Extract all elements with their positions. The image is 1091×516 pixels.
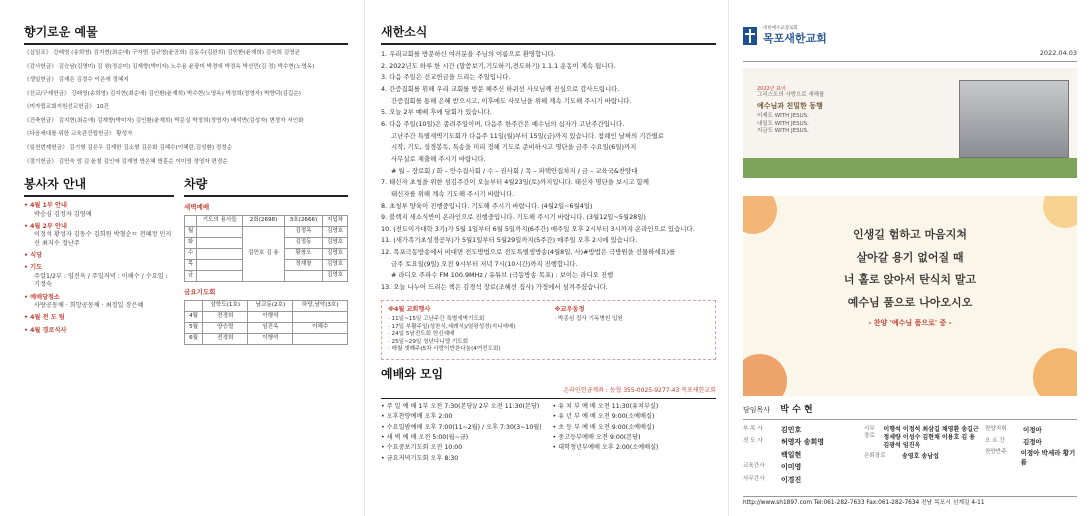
worship-item: • 수요일밤예배 오후 7:00(11~2월) / 오후 7:30(3~10월) <box>381 423 542 431</box>
worship-item: • 유 년 부 예 배 오전 9:00(소예배실) <box>552 413 655 421</box>
table-cell <box>197 249 243 260</box>
table-cell: 전경희 <box>203 311 248 322</box>
table-cell: 월 <box>185 227 197 238</box>
offerings-title: 향기로운 예물 <box>24 24 348 45</box>
table-header: 3호(2666) <box>284 216 322 227</box>
volunteer-heading: • 4월 1부 안내 <box>24 202 67 210</box>
member-news <box>555 306 710 354</box>
table-cell: 이해수 <box>293 322 348 333</box>
friday-title: 금요기도회 <box>184 288 216 297</box>
offering-entry: 《미자립교회지원선교헌금》 10건 <box>24 104 109 111</box>
table-cell: 황창오 <box>284 249 322 260</box>
staff-name: 허영자 송희영 <box>781 438 825 447</box>
volunteer-list <box>24 202 174 335</box>
news-item: 간증집회를 통해 은혜 받으시고, 이후에도 사모님을 위해 계속 기도해 주시기 바랍니다. <box>391 96 632 105</box>
table-cell <box>197 227 243 238</box>
volunteer-section <box>24 176 174 345</box>
table-cell: 김영호 <box>323 271 348 282</box>
accompanists: 이정아 박세라 황기름 <box>1020 449 1076 467</box>
news-item: 12. 목포극동방송에서 비대면 전도방법으로 전도특별생방송(4월8일, 사)#방법은 극방원을 선물하세요)를 <box>381 248 676 257</box>
church-events-title: ※4월 교회행사 <box>388 305 431 313</box>
volunteer-item <box>24 294 174 311</box>
flower-icon <box>743 354 787 396</box>
event-item: · 매월 셋째주(5차 사랑이반찬나눔(4여전도회) <box>388 346 501 353</box>
morning-table <box>184 215 348 282</box>
table-cell: 목 <box>185 260 197 271</box>
vehicle-title: 차량 <box>184 176 348 197</box>
news-column <box>364 0 728 516</box>
worship-item: • 주 일 예 배 1부 오전 7:30(본당)/ 2부 오전 11:30(본당) <box>381 403 540 411</box>
pastor-label: 담임목사 <box>743 405 771 414</box>
table-cell: 전경희 <box>203 333 248 344</box>
offering-entry: 《건축헌금》 김지현(최순애) 김재향(박미자) 김인환(윤재희) 박문실 박정희(정영자) 배석면(김성자) 변경자 서인화 <box>24 117 304 124</box>
table-cell: 금 <box>185 271 197 282</box>
motto-line: 어제도 WITH JESUS. <box>757 113 809 120</box>
offering-entry: 《절기헌금》 김민숙 엄 김 윤철 김인애 김재영 방은혜 방훈순 이미영 정영자 편경순 <box>24 158 228 165</box>
poem-line: 예수님 품으로 나아오시오 <box>847 296 973 310</box>
table-cell: 김영호 <box>323 260 348 271</box>
news-item: 10. (전도이가대학 3기)가 5월 1일부터 6월 5일까지(6주간) 매주일 오후 2시부터 3시까지 온라인으로 있습니다. <box>381 224 695 233</box>
pastor-name: 박 수 현 <box>780 404 813 415</box>
church-building-image <box>959 80 1069 158</box>
table-cell <box>197 238 243 249</box>
church-events <box>388 306 543 354</box>
table-cell: 화 <box>185 238 197 249</box>
table-header <box>185 300 203 311</box>
church-denomination: 대한예수교장로회 <box>763 26 798 31</box>
table-cell <box>293 311 348 322</box>
morning-driver: 김민호 김 용 <box>243 227 285 282</box>
staff-role: 사무간사 <box>743 475 765 482</box>
news-item: # 라디오 주파수 FM 100.9MHz / 유튜브 (극동방송 목포) : 보이는 라디오 진행 <box>391 271 614 280</box>
volunteer-item <box>24 327 174 335</box>
conductor: 이정아 <box>1023 425 1042 434</box>
organist-label: 오 르 간 <box>985 437 1005 444</box>
poem-line: 너 홀로 앉아서 탄식치 말고 <box>843 273 977 287</box>
worship-item: • 중고등부예배 오전 9:00(본당) <box>552 434 641 442</box>
church-name: 목포새한교회 <box>763 32 827 46</box>
news-item: 5. 오늘 2부 예배 후에 당회가 있습니다. <box>381 108 492 117</box>
staff-row <box>743 463 858 472</box>
table-header: 삼학도(1호) <box>203 300 248 311</box>
table-cell: 6월 <box>185 333 203 344</box>
table-cell: 김영호 <box>323 249 348 260</box>
table-row <box>185 227 348 238</box>
news-item: 태신자를 위해 계속 기도해 주시기 바랍니다. <box>391 189 515 198</box>
motto-year: 2022년 표어 <box>757 85 786 92</box>
staff-name: 이경진 <box>781 475 802 484</box>
poem-line: 살아갈 용기 없어질 때 <box>856 250 964 264</box>
news-item: 11. (새가족기초성경공부)가 5월1일부터 5월29일까지(5주간) 매주일 오후 2시에 있습니다. <box>381 236 638 245</box>
worship-title: 예배와 모임 <box>381 366 444 381</box>
staff-role <box>743 451 775 460</box>
volunteer-item <box>24 202 174 219</box>
poem-caption: - 찬양 '예수님 품으로' 중 - <box>868 319 952 328</box>
news-item: 13. 오늘 나누어 드리는 책은 김경석 장로(조혜선 집사) 가정에서 섬겨주셨습니다. <box>381 283 608 291</box>
news-list <box>381 50 716 291</box>
volunteer-names: 박승심 김정자 김영애 <box>34 210 92 218</box>
news-item: 6. 다음 주일(10일)은 종려주일이며, 다음주 한주간은 예수님의 십자가 고난주간입니다. <box>381 120 625 129</box>
event-item: · 17일 부활주일(성찬식,세례식)/열왕성경(지니에배) <box>388 323 516 330</box>
volunteer-names: 주일1/2부 : 임진옥 / 주일저녁 : 이해수 / 수요일 : 기정숙 <box>34 272 168 289</box>
motto-line: 그리스도의 사랑으로 새해를 <box>757 92 825 99</box>
flower-icon <box>1033 348 1077 396</box>
volunteer-heading: • 예배당청소 <box>24 293 60 301</box>
news-item: 8. 초청부 양육이 진행중입니다. 기도해 주시기 바랍니다. (4월2일~6월4일) <box>381 201 593 210</box>
volunteer-heading: • 4월 2부 안내 <box>24 223 67 231</box>
news-item: 시작, 기도, 성경봉독, 특송을 미리 정해 기도로 준비하시고 명단을 금주 수요일(6일)까지 <box>391 143 637 152</box>
offerings-column <box>0 0 364 516</box>
worship-item: • 유 치 부 예 배 오전 11:30(유치부실) <box>552 403 659 411</box>
motto-line: 지금도 WITH JESUS. <box>757 128 809 135</box>
offering-entry: 《생일헌금》 김재은 김경수 이은애 정혜지 <box>24 77 129 84</box>
staff-row <box>743 438 858 447</box>
pastor-row <box>743 404 1077 420</box>
morning-title: 새벽예배 <box>184 203 210 212</box>
staff-name: 백일현 <box>781 450 802 459</box>
conductor-label: 찬양지휘 <box>985 425 1007 432</box>
volunteer-item <box>24 223 174 248</box>
news-item: 7. 태신자 초청을 위한 섬김주간이 오늘부터 4월23일(토)까지입니다. 태신자 명단을 보시고 함께 <box>381 178 649 187</box>
table-cell: 4월 <box>185 311 203 322</box>
table-cell: 김영호 <box>323 227 348 238</box>
offering-entry: 《일천번제헌금》 김기형 김은우 김재한 김소형 김은화 김혜수(이혜린,김성환) 정정순 <box>24 145 233 152</box>
news-item: 2. 2022년도 하루 한 시간 (말씀보기,기도하기,전도하기) 1.1.1 운동이 계속 됩니다. <box>381 61 616 70</box>
table-header: 기도의 용사들 <box>197 216 243 227</box>
poem-line: 인생길 험하고 마음지쳐 <box>853 227 967 241</box>
table-cell: 김영호 <box>323 238 348 249</box>
organist: 김정아 <box>1023 437 1042 446</box>
volunteer-item <box>24 314 174 322</box>
worship-item: • 수요중보기도회 오전 10:00 <box>381 444 463 452</box>
worship-item: • 오후찬양예배 오후 2:00 <box>381 413 453 421</box>
table-cell <box>197 271 243 282</box>
news-item: 사무실로 제출해 주시기 바랍니다. <box>391 154 486 163</box>
staff-section <box>743 426 1077 488</box>
staff-row <box>743 451 858 460</box>
news-item: 고난주간 특별새벽기도회가 다음주 11일(월)부터 15일(금)까지 있습니다. 참례인 날짜의 기간별로 <box>391 131 664 140</box>
table-cell <box>197 260 243 271</box>
news-item: 1. 우리교회를 방문하신 여러분을 주님의 이름으로 환영합니다. <box>381 50 556 59</box>
volunteer-names: 사랑공동체 · 희망공동체 · 최정일 장은혜 <box>34 301 144 309</box>
news-item: # 월 – 장로회 / 화 – 안수집사회 / 수 – 권사회 / 목 – 파택안집차지 / 금 – 교육국&찬양대 <box>391 166 638 175</box>
table-cell: 이행석 <box>248 311 293 322</box>
accompanist-label: 찬양반주 <box>985 449 1007 456</box>
worship-item: • 금요저녁기도회 오후 8:30 <box>381 454 459 462</box>
staff-role: 부 목 사 <box>743 425 763 432</box>
volunteer-heading: • 기도 <box>24 264 43 272</box>
poem-card <box>743 196 1077 396</box>
worship-item: • 초 등 부 예 배 오전 9:00(소예배실) <box>552 423 655 431</box>
table-cell: 정재창 <box>284 260 322 271</box>
worship-schedule <box>381 398 716 465</box>
volunteer-heading: • 4월 경로식사 <box>24 326 67 334</box>
table-cell: 수 <box>185 249 197 260</box>
volunteer-names: 이정석 황성자 김동수 김희원 박철순ㅁ 전혜정 민지선 최지수 정난주 <box>34 231 172 247</box>
church-logo <box>743 26 1077 47</box>
offering-entry: 《선교/구제헌금》 강래영(송희영) 김지현(최순애) 김인환(윤재희) 박수현(노영옥) 박정희(정영자) 박향덕(김길순) <box>24 90 301 97</box>
table-header <box>185 216 197 227</box>
table-row <box>185 333 348 344</box>
table-row <box>185 322 348 333</box>
news-item: 9. 블랙지 새소식반이 온라인으로 진행중입니다. 기도해 주시기 바랍니다. (3월12일~5월28일) <box>381 213 646 222</box>
table-header: 하당,남악(3호) <box>293 300 348 311</box>
motto-line: 내일도 WITH JESUS. <box>757 120 809 127</box>
table-cell: 양승렬 <box>203 322 248 333</box>
table-cell: 이행석 <box>248 333 293 344</box>
offering-entry: 《다음세대를 위한 교육관건립헌금》 황성자 <box>24 131 133 138</box>
friday-table <box>184 300 348 345</box>
staff-row <box>743 426 858 435</box>
table-row <box>185 311 348 322</box>
member-news-item: · 박종심 집사 기독병원 입원 <box>554 316 623 322</box>
offering-entry: 《감사헌금》 김승남(김명미) 김 왕(정순미) 김재향(박미자) 노수용 윤광미 박경애 박정옥 박선민(김 정) 박수현(노영옥) <box>24 63 315 70</box>
motto-banner <box>743 68 1077 178</box>
bulletin-date: 2022.04.03 <box>743 49 1077 62</box>
volunteer-item <box>24 264 174 289</box>
retired-elders: 송영호 송남섭 <box>902 453 939 461</box>
elders: 이행석 이정석 최삼길 채영환 송길근 정세량 이성수 김현채 이용호 김 용 김광석 임진옥 <box>883 425 979 449</box>
offering-list <box>24 50 348 166</box>
table-cell: 김정동 <box>284 238 322 249</box>
event-item: · 25일~29일 청년다니엘 기도회 <box>388 338 469 345</box>
field-image <box>743 158 1077 178</box>
staff-role: 전 도 사 <box>743 438 763 445</box>
elders-label: 시무장로 <box>864 425 875 440</box>
staff-name: 김민호 <box>781 425 802 434</box>
table-header: 2회(2698) <box>243 216 285 227</box>
table-cell <box>293 333 348 344</box>
cross-icon <box>743 27 757 45</box>
news-item: 3. 다음 주일은 선교헌금을 드리는 주일입니다. <box>381 73 511 82</box>
table-cell: 김정옥 <box>284 227 322 238</box>
events-box <box>381 300 716 360</box>
offering-entry: 《십일조》 강래영 (송희영) 김지현(최순애) 구자범 김규영(윤공희) 김동수(김완희) 김인환(윤재희) 김숙희 김영균 <box>24 50 300 57</box>
footer-contact: http://www.sh1897.com Tel:061-282-7633 Fax:061-282-7634 전남 목포시 선계길 4-11 <box>743 496 1077 508</box>
staff-role: 교육간사 <box>743 463 765 470</box>
retired-label: 은퇴장로 <box>864 453 886 460</box>
volunteer-item <box>24 252 174 260</box>
member-news-title: ※교우동정 <box>554 305 585 313</box>
staff-row <box>743 476 858 485</box>
table-cell: 5월 <box>185 322 203 333</box>
table-header: 남교동(2호) <box>248 300 293 311</box>
volunteer-title: 봉사자 안내 <box>24 176 174 197</box>
volunteer-heading: • 4월 전 도 팀 <box>24 314 65 322</box>
vehicle-section <box>184 176 348 345</box>
event-item: · 11일~15일 고난주간 특별새벽기도회 <box>388 316 485 322</box>
table-cell: 임진옥 <box>248 322 293 333</box>
staff-name: 이미영 <box>781 463 802 472</box>
table-cell <box>284 271 322 282</box>
event-item: · 24일 5남전도회 헌신예배 <box>388 331 455 338</box>
news-title: 새한소식 <box>381 24 716 45</box>
worship-item: • 새 벽 예 배 오전 5:00(월~금) <box>381 434 469 442</box>
cover-column <box>728 0 1091 516</box>
news-item: 4. 간증집회를 위해 우리 교회를 방문 해주신 하귀선 사모님께 진심으로 감사드립니다. <box>381 85 620 94</box>
worship-item: • 대학청년부예배 오후 2:00(소예배실) <box>552 444 659 452</box>
motto-main: 예수님과 친밀한 동행 <box>757 101 823 110</box>
news-item: 금주 토요일(9일) 오전 9시부터 저녁 7시(10시간)까지 진행합니다. <box>391 259 578 268</box>
volunteer-heading: • 식당 <box>24 252 43 260</box>
table-header: 지입차 <box>323 216 348 227</box>
offering-account: 온라인헌금계좌 : 농협 355-0025-9277-43 목포새한교회 <box>563 386 716 394</box>
